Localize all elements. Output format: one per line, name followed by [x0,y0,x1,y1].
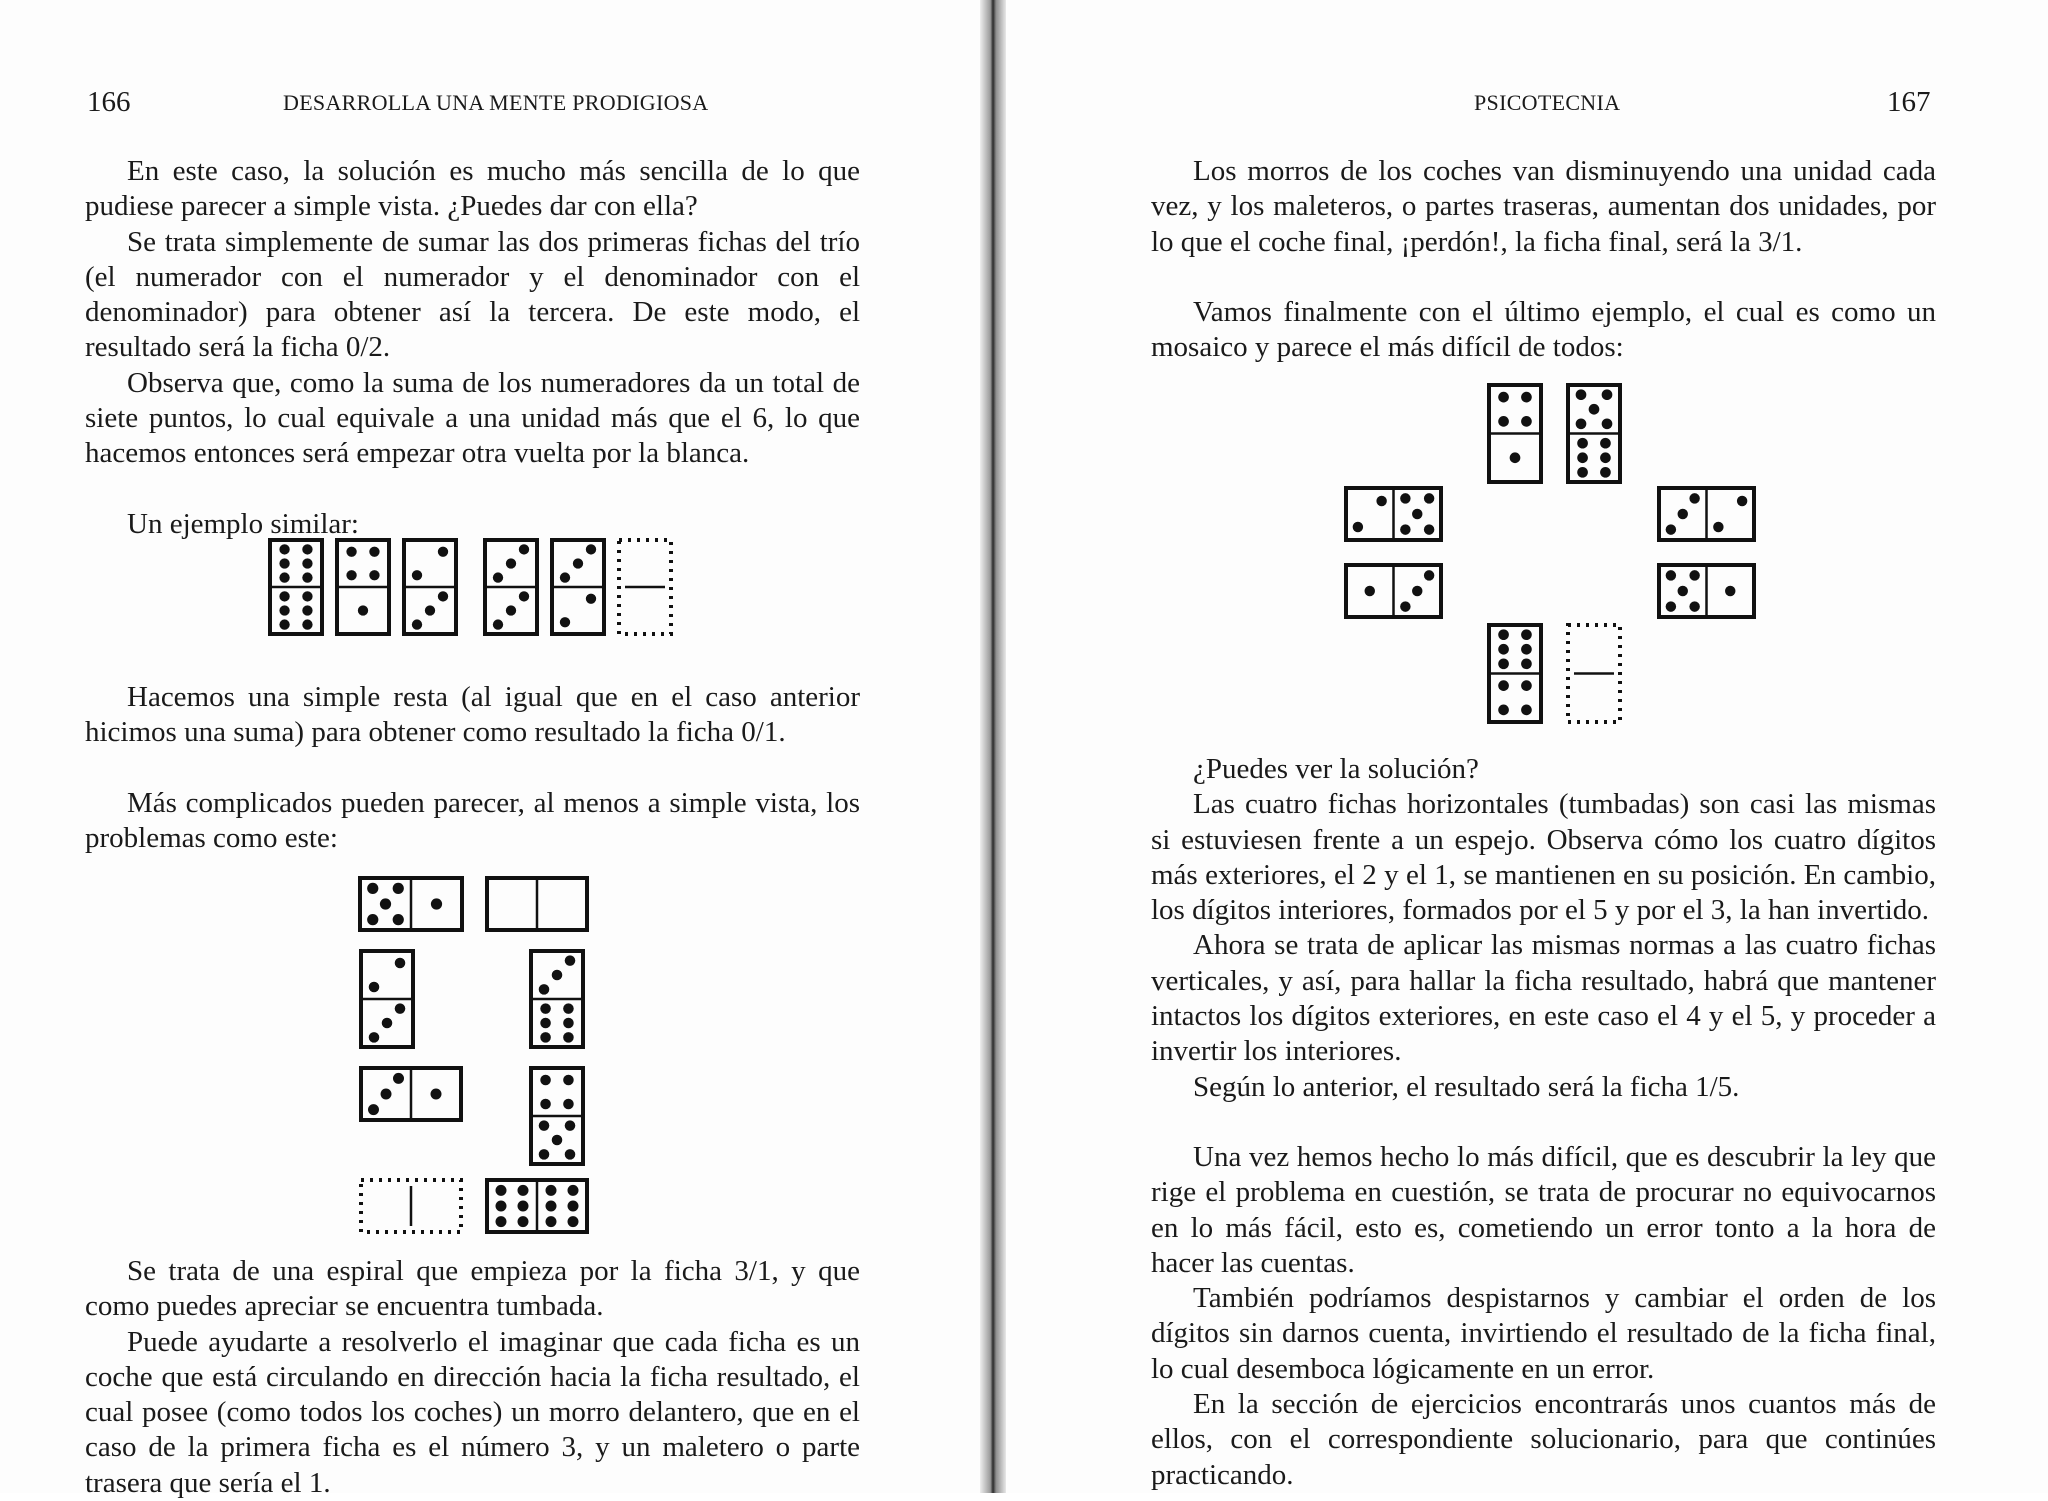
pip [1510,452,1521,463]
pip [1589,404,1600,415]
pip [518,1201,529,1212]
pip [1602,418,1613,429]
pip [1689,601,1699,611]
domino-0-0 [487,878,587,930]
paragraph: Se trata de una espiral que empieza por la ficha 3/1, y que como puedes apreciar se encuentra tumbada. [85,1255,860,1323]
domino-unknown-dotted [1568,625,1620,722]
pip [302,558,312,568]
pip [1666,570,1676,580]
domino-3-2 [552,540,604,634]
pip [563,1018,574,1029]
pip [395,1003,406,1014]
pip [1600,438,1611,449]
pip [380,898,391,909]
pip [1521,680,1532,691]
pip [358,605,368,615]
pip [1400,524,1410,534]
paragraph: Una vez hemos hecho lo más difícil, que es descubrir la ley que rige el problema en cuestión, se trata de procurar no equivocarnos en lo más fácil, esto es, cometiendo un error tonto a la hora de hacer las cuentas. [1151,1140,1936,1279]
pip [560,617,570,627]
domino-3-6 [531,951,583,1047]
right-page-number: 167 [1887,86,1931,118]
pip [1412,509,1422,519]
pip [539,984,550,995]
pip [546,1216,557,1227]
pip [1521,416,1532,427]
right-page [1006,0,2048,1493]
pip [552,1135,563,1146]
domino-4-1 [1489,385,1541,482]
domino-3-2 [1659,488,1754,540]
pip [431,1089,442,1100]
pip [565,1120,576,1131]
pip [506,605,516,615]
pip [1737,496,1747,506]
left-text-block-2 [85,680,860,856]
domino-6-6 [487,1180,587,1232]
pip [540,1003,551,1014]
pip [1678,586,1688,596]
paragraph: Puede ayudarte a resolverlo el imaginar que cada ficha es un coche que está circulando en dirección hacia la ficha resultado, el cual posee (como todos los coches) un morro delantero, que en el caso de la primera ficha es el número 3, y un maletero o parte trasera que sería el 1. [85,1325,860,1499]
paragraph: Vamos finalmente con el último ejemplo, el cual es como un mosaico y parece el más difícil de todos: [1151,295,1936,364]
pip [1498,658,1509,669]
pip [381,1089,392,1100]
paragraph: Según lo anterior, el resultado será la ficha 1/5. [1193,1070,1740,1103]
pip [539,1120,550,1131]
pip [1521,392,1532,403]
pip [518,1216,529,1227]
pip [1498,392,1509,403]
pip [540,1099,551,1110]
pip [1498,416,1509,427]
paragraph: Observa que, como la suma de los numeradores da un total de siete puntos, lo cual equivale a una unidad más que el 6, lo que hacemos entonces será empezar otra vuelta por la blanca. [85,366,860,470]
pip [1424,570,1434,580]
pip [412,619,422,629]
domino-4-5 [531,1068,583,1164]
pip [438,591,448,601]
pip [1412,586,1422,596]
pip [279,619,289,629]
pip [1521,658,1532,669]
pip [1689,570,1699,580]
domino-spiral-figure [355,868,595,1238]
domino-2-5 [1346,488,1441,540]
pip [1576,418,1587,429]
pip [1424,493,1434,503]
pip [1602,389,1613,400]
pip [563,1099,574,1110]
pip [552,970,563,981]
paragraph: Se trata simplemente de sumar las dos primeras fichas del trío (el numerador con el numerador y el denominador con el denominador) para obtener así la tercera. De este modo, el resultado será la ficha 0/2. [85,225,860,364]
domino-6-4 [1489,625,1541,722]
pip [506,558,516,568]
pip [425,605,435,615]
pip [1376,496,1386,506]
domino-3-1 [361,1068,461,1120]
domino-example-row [265,535,685,640]
pip [1600,467,1611,478]
paragraph: Un ejemplo similar: [127,507,359,540]
pip [1725,586,1735,596]
domino-unknown-dotted [619,540,671,634]
pip [1353,522,1363,532]
paragraph: Las cuatro fichas horizontales (tumbadas) son casi las mismas si estuviesen frente a un espejo. Observa cómo los cuatro dígitos más exteriores, el 2 y el 1, se mantienen en su posición. En cambio, los dígitos interiores, formados por el 5 y por el 3, la han invertido. [1151,788,1936,927]
domino-2-3 [361,951,413,1047]
pip [1666,524,1676,534]
domino-1-3 [1346,565,1441,617]
domino-unknown-dotted [361,1180,461,1232]
pip [1713,522,1723,532]
domino-5-1 [360,878,462,930]
left-running-head: DESARROLLA UNA MENTE PRODIGIOSA [283,90,709,115]
pip [393,883,404,894]
pip [568,1201,579,1212]
pip [1400,493,1410,503]
pip [1678,509,1688,519]
pip [369,570,379,580]
pip [302,619,312,629]
pip [302,572,312,582]
pip [438,547,448,557]
pip [412,570,422,580]
pip [1498,644,1509,655]
pip [563,1075,574,1086]
pip [369,547,379,557]
pip [393,1073,404,1084]
pip [368,1104,379,1115]
pip [1424,524,1434,534]
pip [1400,601,1410,611]
right-text-block-1 [1151,154,1936,365]
pip [540,1032,551,1043]
pip [302,544,312,554]
pip [546,1201,557,1212]
pip [279,591,289,601]
pip [573,558,583,568]
left-text-block-1 [85,154,860,542]
right-text-block-2 [1151,752,1936,1493]
pip [565,1149,576,1160]
pip [565,955,576,966]
domino-2-3 [404,540,456,634]
paragraph: Los morros de los coches van disminuyendo una unidad cada vez, y los maleteros, o partes traseras, aumentan dos unidades, por lo que el coche final, ¡perdón!, la ficha final, será la 3/1. [1151,155,1936,258]
pip [382,1018,393,1029]
pip [367,883,378,894]
pip [568,1185,579,1196]
domino-5-6 [1568,385,1620,482]
domino-mosaic-figure [1341,380,1781,725]
domino-5-1 [1659,565,1754,617]
pip [539,1149,550,1160]
pip [369,982,380,993]
left-page-number: 166 [87,86,131,118]
pip [496,1201,507,1212]
pip [540,1075,551,1086]
pip [302,591,312,601]
paragraph: Hacemos una simple resta (al igual que en el caso anterior hicimos una suma) para obtener como resultado la ficha 0/1. [85,681,860,749]
pip [279,605,289,615]
pip [302,605,312,615]
domino-3-3 [485,540,537,634]
paragraph: Más complicados pueden parecer, al menos a simple vista, los problemas como este: [85,786,860,854]
pip [431,898,442,909]
pip [1498,705,1509,716]
paragraph: En este caso, la solución es mucho más sencilla de lo que pudiese parecer a simple vista. ¿Puedes dar con ella? [85,155,860,223]
pip [1521,629,1532,640]
pip [369,1032,380,1043]
pip [586,594,596,604]
domino-4-1 [337,540,389,634]
pip [1666,601,1676,611]
pip [568,1216,579,1227]
pip [586,544,596,554]
pip [493,619,503,629]
domino-6-6 [270,540,322,634]
pip [1521,644,1532,655]
pip [1576,389,1587,400]
pip [540,1018,551,1029]
pip [346,547,356,557]
pip [1600,452,1611,463]
pip [1498,629,1509,640]
pip [563,1003,574,1014]
pip [1365,586,1375,596]
pip [1577,452,1588,463]
paragraph: También podríamos despistarnos y cambiar el orden de los dígitos sin darnos cuenta, invirtiendo el resultado de la ficha final, lo cual desemboca lógicamente en un error. [1151,1282,1936,1385]
paragraph: ¿Puedes ver la solución? [1193,753,1479,785]
pip [346,570,356,580]
paragraph: En la sección de ejercicios encontrarás unos cuantos más de ellos, con el correspondiente solucionario, para que continúes practicando. [1151,1388,1936,1491]
pip [367,914,378,925]
right-running-head: PSICOTECNIA [1474,90,1621,115]
pip [519,544,529,554]
pip [496,1216,507,1227]
book-gutter [980,0,1006,1493]
pip [279,544,289,554]
pip [519,591,529,601]
paragraph: Ahora se trata de aplicar las mismas normas a las cuatro fichas verticales, y así, para hallar la ficha resultado, habrá que mantener intactos los dígitos exteriores, en este caso el 4 y el 5, y proceder a invertir los interiores. [1151,929,1936,1068]
pip [1498,680,1509,691]
pip [546,1185,557,1196]
pip [1689,493,1699,503]
pip [393,914,404,925]
pip [1521,705,1532,716]
pip [395,958,406,969]
left-page [0,0,990,1499]
pip [560,572,570,582]
pip [563,1032,574,1043]
pip [1577,438,1588,449]
pip [493,572,503,582]
left-text-block-3 [85,1254,860,1501]
pip [496,1185,507,1196]
pip [518,1185,529,1196]
pip [279,558,289,568]
pip [1577,467,1588,478]
pip [279,572,289,582]
